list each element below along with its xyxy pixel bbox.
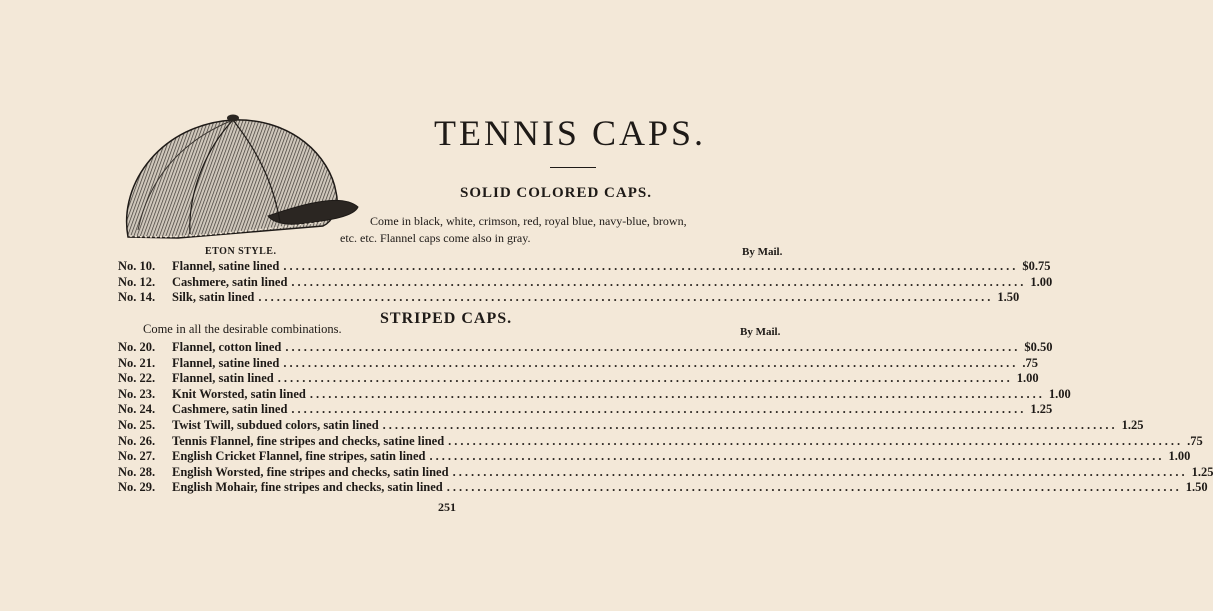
item-number: No. 20.: [118, 340, 156, 354]
dot-leader: ........................................................................................................................: [382, 417, 1118, 432]
price-row: [118, 355, 1038, 372]
dot-leader: ........................................................................................................................: [285, 340, 1021, 354]
dot-leader: ........................................................................................................................: [452, 464, 1188, 479]
price-row: [118, 433, 1203, 450]
dot-leader: ........................................................................................................................: [448, 433, 1184, 448]
item-number: No. 24.: [118, 402, 156, 417]
item-number: No. 12.: [118, 274, 156, 289]
striped-caps-description: Come in all the desirable combinations.: [143, 322, 342, 336]
price-row: [118, 449, 1191, 465]
item-description: Knit Worsted, satin lined: [172, 386, 306, 401]
item-price: 1.50: [997, 290, 1020, 305]
page-title: TENNIS CAPS.: [433, 113, 707, 153]
dot-leader: ........................................................................................................................: [291, 402, 1027, 417]
item-price: $0.50: [1024, 340, 1053, 354]
item-description: Twist Twill, subdued colors, satin lined: [172, 417, 379, 432]
solid-caps-list: [118, 259, 1053, 306]
striped-caps-list: [118, 340, 1213, 496]
item-number: No. 28.: [118, 464, 156, 479]
item-description: English Worsted, fine stripes and checks, satin lined: [172, 464, 449, 479]
item-number: No. 22.: [118, 371, 156, 386]
item-price: 1.25: [1191, 464, 1213, 479]
item-description: English Cricket Flannel, fine stripes, satin lined: [172, 449, 426, 464]
item-price: 1.50: [1185, 480, 1208, 495]
price-row: [118, 402, 1053, 418]
dot-leader: ........................................................................................................................: [291, 274, 1027, 289]
dot-leader: ........................................................................................................................: [283, 355, 1019, 370]
item-description: Flannel, cotton lined: [172, 340, 282, 354]
item-description: Silk, satin lined: [172, 290, 255, 305]
item-number: No. 14.: [118, 290, 156, 305]
item-price: 1.00: [1048, 386, 1071, 401]
eton-style-label: ETON STYLE.: [205, 246, 277, 257]
item-description: Cashmere, satin lined: [172, 402, 288, 417]
item-description: Flannel, satine lined: [172, 259, 280, 273]
item-number: No. 21.: [118, 355, 156, 370]
price-row: [118, 290, 1020, 306]
price-row: [118, 386, 1071, 403]
item-price: $0.75: [1022, 259, 1051, 273]
solid-caps-description: [340, 213, 790, 247]
dot-leader: ........................................................................................................................: [429, 449, 1165, 464]
dot-leader: ........................................................................................................................: [277, 371, 1013, 386]
price-row: [118, 259, 1051, 275]
solid-by-mail-header: By Mail.: [742, 246, 783, 258]
item-price: 1.25: [1030, 402, 1053, 417]
item-number: No. 23.: [118, 386, 156, 401]
item-description: Flannel, satine lined: [172, 355, 280, 370]
eton-cap-illustration: [118, 112, 360, 244]
item-description: Cashmere, satin lined: [172, 274, 288, 289]
item-price: 1.25: [1121, 417, 1144, 432]
item-price: 1.00: [1016, 371, 1039, 386]
solid-description-line-2: etc. etc. Flannel caps come also in gray.: [340, 231, 531, 245]
price-row: [118, 274, 1053, 291]
price-row: [118, 480, 1208, 496]
item-number: No. 26.: [118, 433, 156, 448]
item-number: No. 27.: [118, 449, 156, 464]
dot-leader: ........................................................................................................................: [446, 480, 1182, 495]
solid-caps-heading: SOLID COLORED CAPS.: [460, 185, 652, 201]
item-number: No. 10.: [118, 259, 156, 273]
item-price: 1.00: [1168, 449, 1191, 464]
dot-leader: ........................................................................................................................: [258, 290, 994, 305]
price-row: [118, 371, 1039, 387]
item-price: 1.00: [1030, 274, 1053, 289]
price-row: [118, 464, 1213, 481]
item-description: Tennis Flannel, fine stripes and checks, satine lined: [172, 433, 445, 448]
striped-caps-heading: STRIPED CAPS.: [380, 310, 513, 327]
solid-description-line-1: Come in black, white, crimson, red, royal blue, navy-blue, brown,: [370, 214, 687, 228]
title-divider: [550, 167, 596, 168]
item-description: Flannel, satin lined: [172, 371, 274, 386]
item-number: No. 25.: [118, 417, 156, 432]
page-number: 251: [438, 500, 456, 514]
striped-by-mail-header: By Mail.: [740, 326, 781, 338]
price-row: [118, 340, 1053, 356]
item-description: English Mohair, fine stripes and checks, satin lined: [172, 480, 443, 495]
item-number: No. 29.: [118, 480, 156, 495]
item-price: .75: [1022, 355, 1038, 370]
price-row: [118, 417, 1144, 434]
item-price: .75: [1187, 433, 1203, 448]
dot-leader: ........................................................................................................................: [283, 259, 1019, 273]
dot-leader: ........................................................................................................................: [309, 386, 1045, 401]
